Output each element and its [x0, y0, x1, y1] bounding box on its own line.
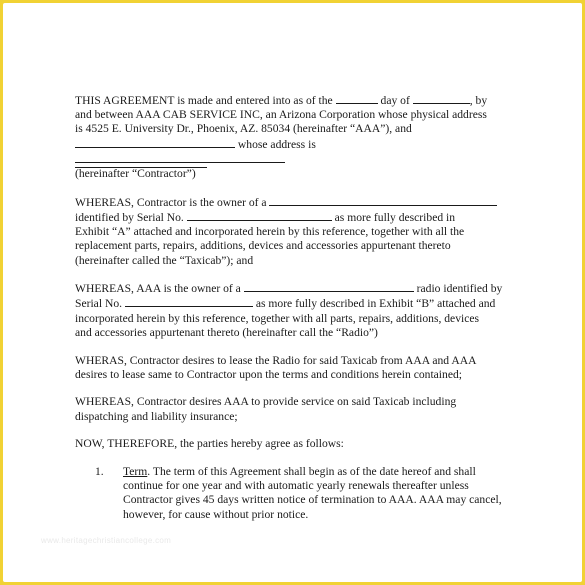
intro-line-3: is 4525 E. University Dr., Phoenix, AZ. 85034 (hereinafter “AAA”), and — [75, 122, 412, 136]
term-line-4: however, for cause without prior notice. — [123, 507, 309, 521]
contractor-blank-line — [75, 167, 207, 168]
agreement-body — [75, 93, 511, 522]
radio-line-3: incorporated herein by this reference, together with all parts, repairs, additions, devices — [75, 311, 480, 325]
intro-line-2: and between AAA CAB SERVICE INC, an Arizona Corporation whose physical address — [75, 108, 487, 122]
intro-text: (hereinafter “Contractor”) — [75, 167, 196, 181]
document-page — [3, 3, 582, 582]
now-therefore-paragraph: NOW, THEREFORE, the parties hereby agree as follows: — [75, 437, 344, 451]
date-month-blank — [413, 93, 470, 104]
whereas-radio-paragraph — [75, 281, 511, 340]
taxicab-text: as more fully described in — [334, 210, 456, 224]
service-line-2: dispatching and liability insurance; — [75, 409, 238, 423]
clause-number: 1. — [95, 465, 104, 479]
radio-text: Serial No. — [75, 297, 123, 311]
radio-text: radio identified by — [416, 282, 503, 296]
intro-line-1 — [75, 93, 511, 108]
wheras-lease-paragraph — [75, 354, 511, 382]
term-line-1 — [123, 465, 511, 479]
radio-serial-blank — [125, 296, 253, 307]
taxicab-line-2 — [75, 210, 511, 225]
intro-text: whose address is — [237, 137, 316, 151]
radio-line-4: and accessories appurtenant thereto (hereinafter call the “Radio”) — [75, 325, 378, 339]
lease-line-1: WHERAS, Contractor desires to lease the Radio for said Taxicab from AAA and AAA — [75, 353, 477, 367]
term-clause — [75, 465, 511, 522]
term-line-2: continue for one year and with automatic yearly renewals thereafter unless — [123, 479, 469, 493]
lease-line-2: desires to lease same to Contractor upon the terms and conditions herein contained; — [75, 367, 462, 381]
intro-text: THIS AGREEMENT is made and entered into as of the — [75, 94, 333, 107]
taxicab-text: WHEREAS, Contractor is the owner of a — [75, 195, 267, 209]
term-text: . The term of this Agreement shall begin as of the date hereof and shall — [147, 465, 476, 479]
intro-line-5 — [75, 167, 511, 181]
vehicle-description-blank — [269, 195, 497, 206]
service-line-1: WHEREAS, Contractor desires AAA to provide service on said Taxicab including — [75, 395, 457, 409]
taxicab-line-3: Exhibit “A” attached and incorporated herein by this reference, together with all the — [75, 225, 465, 239]
radio-description-blank — [244, 281, 414, 292]
taxicab-text: identified by Serial No. — [75, 210, 184, 224]
contractor-address-blank — [75, 152, 285, 163]
watermark: www.heritagechristiancollege.com — [41, 536, 172, 545]
radio-line-1 — [75, 281, 511, 296]
radio-text: WHEREAS, AAA is the owner of a — [75, 282, 241, 296]
term-line-3: Contractor gives 45 days written notice of termination to AAA. AAA may cancel, — [123, 493, 502, 507]
contractor-name-blank — [75, 137, 235, 148]
radio-line-2 — [75, 296, 511, 311]
taxicab-line-5: (hereinafter called the “Taxicab”); and — [75, 253, 254, 267]
radio-text: as more fully described in Exhibit “B” attached and — [255, 297, 496, 311]
taxicab-line-1 — [75, 195, 511, 210]
intro-line-4 — [75, 137, 511, 167]
date-day-blank — [336, 93, 378, 104]
whereas-taxicab-paragraph — [75, 195, 511, 268]
taxicab-serial-blank — [187, 210, 332, 221]
clause-heading: Term — [123, 465, 148, 479]
intro-text: day of — [380, 94, 410, 107]
intro-text: , by — [469, 94, 488, 107]
terms-list — [75, 465, 511, 522]
intro-paragraph — [75, 93, 511, 181]
whereas-service-paragraph — [75, 395, 511, 423]
taxicab-line-4: replacement parts, repairs, additions, devices and accessories appurtenant thereto — [75, 239, 451, 253]
